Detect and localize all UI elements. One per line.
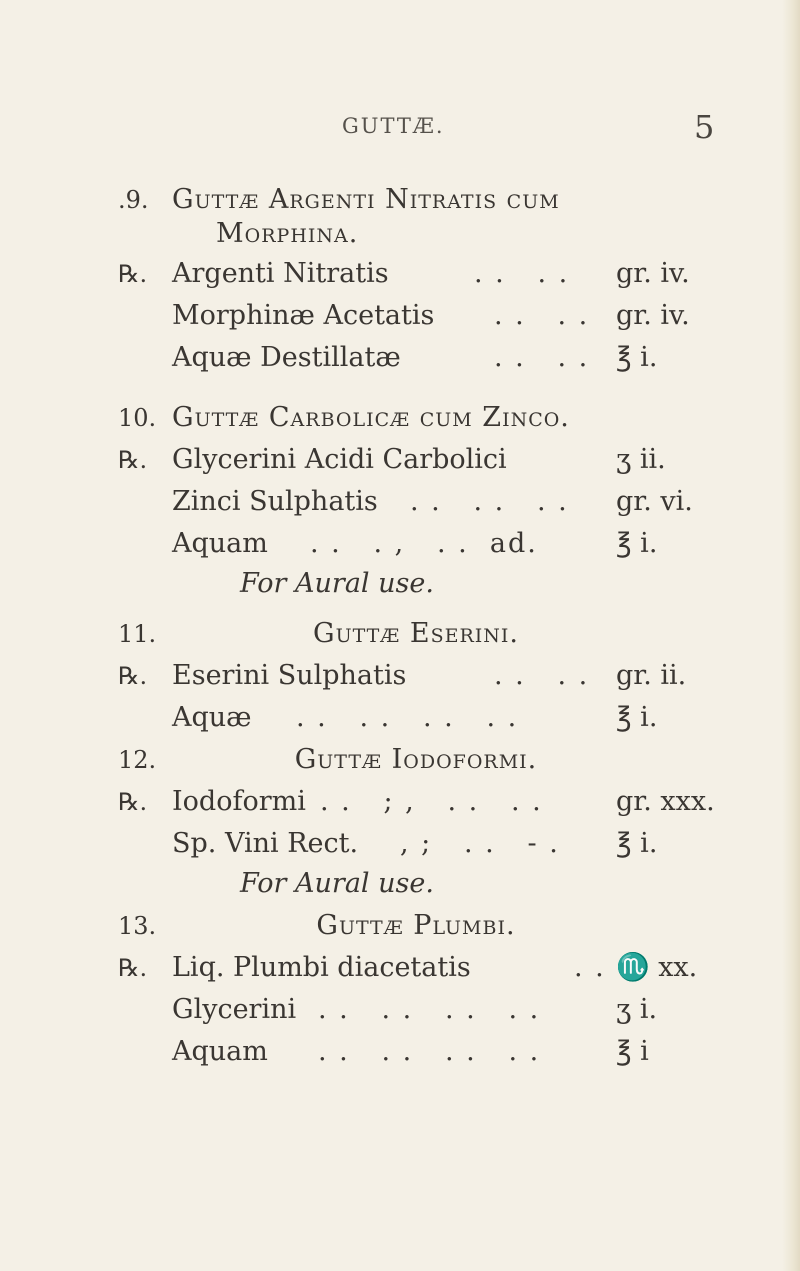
leader-dots: . . . . . . . . <box>318 994 541 1025</box>
recipe-line <box>0 990 800 1030</box>
running-head: GUTTÆ. <box>342 114 445 138</box>
ingredient-quantity: gr. vi. <box>616 486 693 517</box>
usage-note: For Aural use. <box>240 868 434 899</box>
ingredient-quantity: gr. xxx. <box>616 786 715 817</box>
recipe-line <box>0 948 800 988</box>
leader-dots: . . . . . . . . <box>296 702 519 733</box>
recipe-line <box>0 698 800 738</box>
leader-dots: , ; . . - . <box>400 828 560 859</box>
recipe-symbol: ℞. <box>118 446 148 474</box>
ingredient-name: Sp. Vini Rect. <box>172 828 359 859</box>
recipe-line <box>0 1032 800 1072</box>
section-title: Guttæ Iodoformi. <box>294 744 538 775</box>
ingredient-quantity: ♏ xx. <box>616 952 698 983</box>
ingredient-quantity: ℥ i <box>616 1036 649 1067</box>
ingredient-quantity: ℥ i. <box>616 528 658 559</box>
ingredient-name: Glycerini Acidi Carbolici <box>172 444 507 475</box>
ingredient-name: Aquæ Destillatæ <box>172 342 401 373</box>
ingredient-name: Aquam <box>172 1036 268 1067</box>
recipe-line <box>0 254 800 294</box>
ingredient-quantity: gr. ii. <box>616 660 687 691</box>
leader-dots: . . . . <box>494 660 590 691</box>
ingredient-name: Morphinæ Acetatis <box>172 300 435 331</box>
leader-dots: . . . . . . . . <box>318 1036 541 1067</box>
ingredient-quantity: ℥ i. <box>616 342 658 373</box>
ingredient-name: Liq. Plumbi diacetatis <box>172 952 471 983</box>
ingredient-quantity: ʒ i. <box>616 994 658 1025</box>
usage-note: For Aural use. <box>240 568 434 599</box>
recipe-line <box>0 338 800 378</box>
ingredient-name: Aquæ <box>172 702 252 733</box>
recipe-line <box>0 524 800 564</box>
section-number: .9. <box>118 186 149 214</box>
ingredient-name: Iodoformi <box>172 786 306 817</box>
usage-note-line <box>0 864 800 904</box>
ingredient-quantity: gr. iv. <box>616 258 690 289</box>
leader-dots: . . . . <box>494 300 590 331</box>
recipe-line <box>0 782 800 822</box>
section-title: Guttæ Carbolicæ cum Zinco. <box>172 402 570 433</box>
recipe-symbol: ℞. <box>118 260 148 288</box>
ingredient-quantity: ℥ i. <box>616 828 658 859</box>
ingredient-name: Argenti Nitratis <box>172 258 389 289</box>
section-title: Guttæ Eserini. <box>313 618 519 649</box>
section-heading <box>0 740 800 780</box>
section-title-line-2: Morphina. <box>216 218 359 249</box>
recipe-line <box>0 296 800 336</box>
section-number: 12. <box>118 746 157 774</box>
recipe-line <box>0 440 800 480</box>
section-title: Guttæ Plumbi. <box>316 910 516 941</box>
section-title: Guttæ Argenti Nitratis cum <box>172 184 560 215</box>
ingredient-name: Eserini Sulphatis <box>172 660 407 691</box>
ingredient-quantity: gr. iv. <box>616 300 690 331</box>
leader-dots: . . . . <box>494 342 590 373</box>
section-number: 11. <box>118 620 157 648</box>
ingredient-name: Aquam <box>172 528 268 559</box>
section-number: 10. <box>118 404 157 432</box>
page-header <box>0 108 800 146</box>
recipe-symbol: ℞. <box>118 954 148 982</box>
section-heading <box>0 398 800 438</box>
leader-dots: . . ; , . . . . <box>320 786 543 817</box>
recipe-line <box>0 656 800 696</box>
page-number: 5 <box>694 108 715 146</box>
section-number: 13. <box>118 912 157 940</box>
leader-dots: . . . . <box>474 258 570 289</box>
recipe-symbol: ℞. <box>118 662 148 690</box>
recipe-line <box>0 482 800 522</box>
leader-dots: . . . . . . <box>410 486 569 517</box>
usage-note-line <box>0 564 800 604</box>
ingredient-name: Zinci Sulphatis <box>172 486 378 517</box>
ingredient-quantity: ℥ i. <box>616 702 658 733</box>
section-title-continued <box>0 214 800 254</box>
leader-dots: . . <box>574 952 606 983</box>
recipe-line <box>0 824 800 864</box>
section-heading <box>0 614 800 654</box>
section-heading <box>0 906 800 946</box>
recipe-symbol: ℞. <box>118 788 148 816</box>
ingredient-quantity: ʒ ii. <box>616 444 666 475</box>
leader-dots: . . . , . . ad. <box>310 528 538 559</box>
ingredient-name: Glycerini <box>172 994 297 1025</box>
